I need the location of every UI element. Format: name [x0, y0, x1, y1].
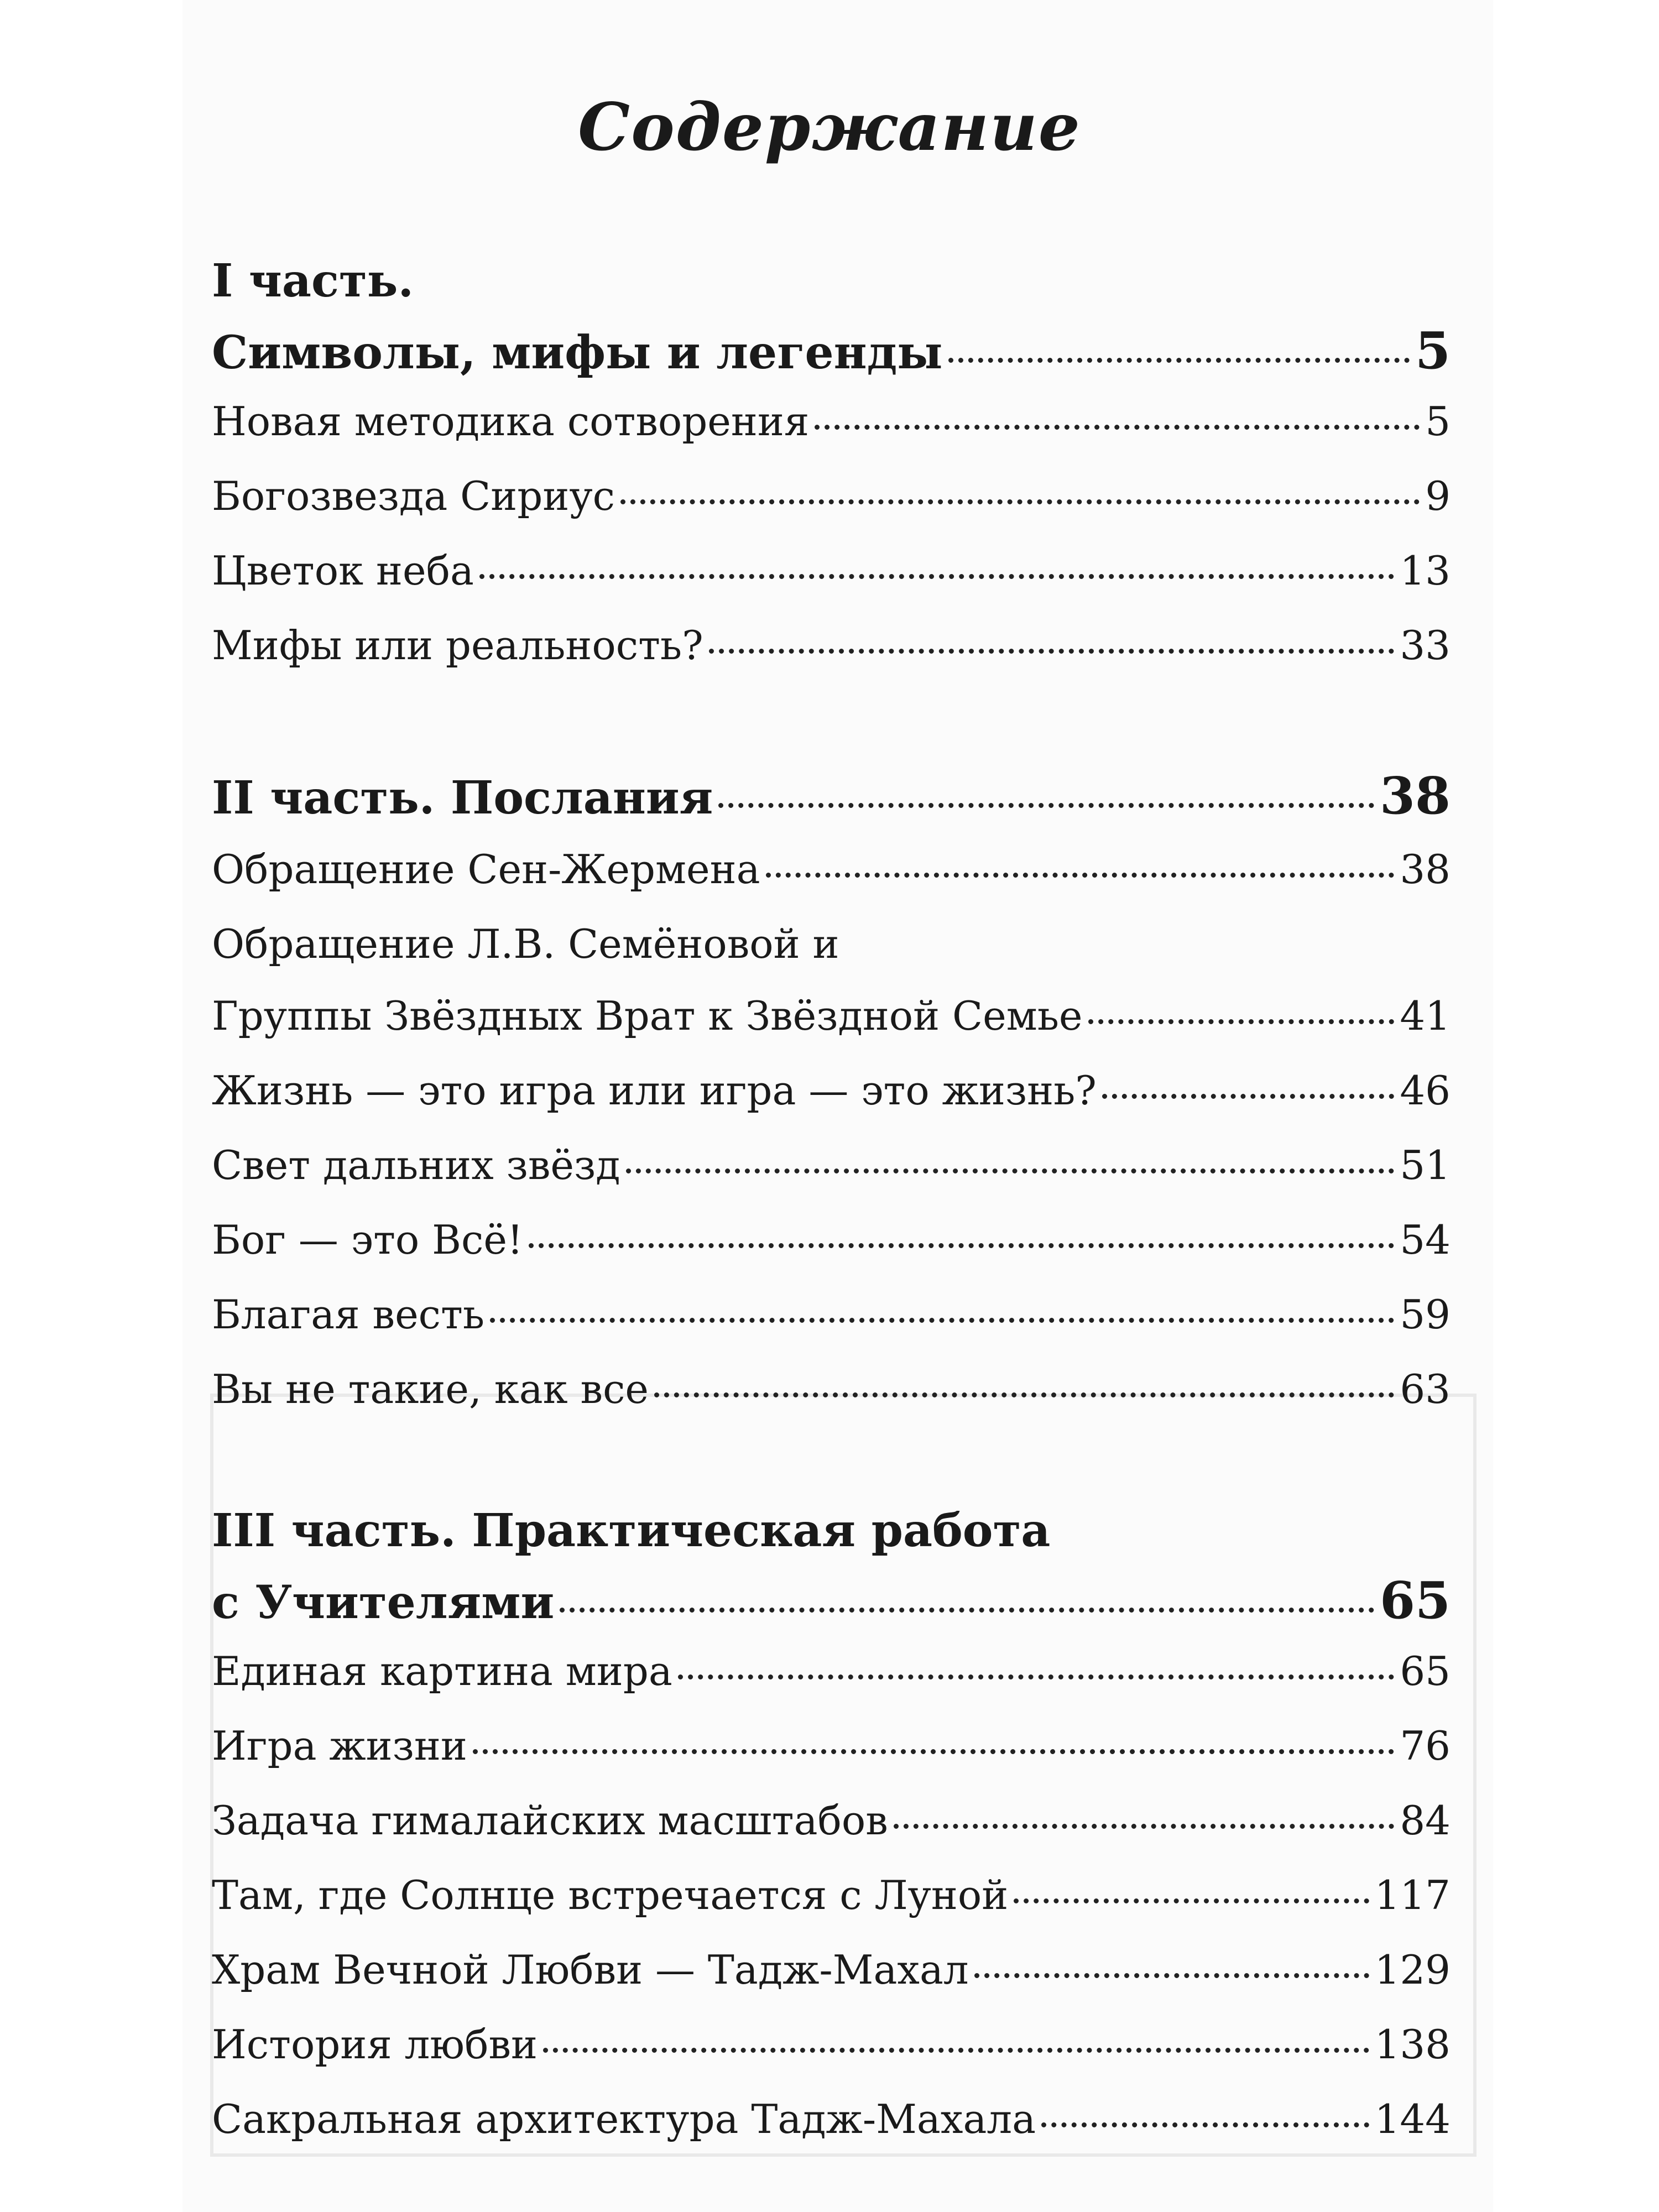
entry-page-number: 63: [1400, 1366, 1451, 1412]
dot-leader: [766, 873, 1395, 878]
entry-page-number: 9: [1425, 473, 1451, 519]
part-3-page-number: 65: [1379, 1571, 1451, 1630]
toc-entry[interactable]: [212, 1872, 1451, 1927]
entry-page-number: 54: [1400, 1217, 1451, 1263]
dot-leader: [974, 1973, 1369, 1978]
dot-leader: [948, 358, 1410, 363]
entry-title: Задача гималайских масштабов: [212, 1797, 888, 1844]
entry-page-number: 46: [1400, 1067, 1451, 1114]
dot-leader: [626, 1168, 1395, 1173]
dot-leader: [815, 425, 1420, 430]
toc-entry[interactable]: [212, 547, 1451, 603]
toc-entry[interactable]: [212, 1648, 1451, 1703]
entry-page-number: 51: [1400, 1142, 1451, 1188]
dot-leader: [718, 803, 1374, 808]
part-1-title-line1: I часть.: [212, 254, 414, 307]
dot-leader: [479, 574, 1395, 579]
toc-entry[interactable]: [212, 1947, 1451, 2002]
entry-title: Группы Звёздных Врат к Звёздной Семье: [212, 993, 1083, 1039]
entry-title: Там, где Солнце встречается с Луной: [212, 1872, 1009, 1918]
dot-leader: [1088, 1019, 1395, 1024]
toc-entry[interactable]: [212, 1217, 1451, 1272]
part-1-title: Символы, мифы и легенды: [212, 326, 943, 379]
toc-entry[interactable]: [212, 2096, 1451, 2151]
entry-title: Новая методика сотворения: [212, 398, 810, 445]
dot-leader: [654, 1392, 1394, 1397]
dot-leader: [1041, 2122, 1369, 2127]
entry-title: Благая весть: [212, 1291, 485, 1338]
toc-entry-line1: [212, 921, 1451, 976]
toc-entry[interactable]: [212, 473, 1451, 528]
dot-leader: [473, 1749, 1394, 1754]
entry-title: История любви: [212, 2021, 538, 2068]
dot-leader: [529, 1243, 1394, 1248]
entry-title: Обращение Сен-Жермена: [212, 846, 760, 893]
entry-page-number: 33: [1400, 622, 1451, 669]
page-title: Содержание: [578, 88, 1081, 165]
entry-page-number: 59: [1400, 1291, 1451, 1338]
entry-title-line1: Обращение Л.В. Семёновой и: [212, 921, 839, 967]
toc-entry[interactable]: [212, 846, 1451, 901]
entry-title: Жизнь — это игра или игра — это жизнь?: [212, 1067, 1097, 1114]
entry-title: Богозвезда Сириус: [212, 473, 615, 519]
entry-page-number: 13: [1400, 547, 1451, 594]
dot-leader: [894, 1824, 1395, 1829]
entry-page-number: 41: [1400, 993, 1451, 1039]
entry-title: Свет дальних звёзд: [212, 1142, 620, 1188]
dot-leader: [678, 1674, 1395, 1679]
part-2-heading[interactable]: [212, 766, 1451, 827]
part-3-heading-line1: [212, 1504, 1451, 1565]
toc-entry[interactable]: [212, 622, 1451, 677]
entry-title: Бог — это Всё!: [212, 1217, 523, 1263]
toc-entry[interactable]: [212, 1366, 1451, 1421]
entry-page-number: 76: [1400, 1723, 1451, 1769]
toc-entry[interactable]: [212, 1291, 1451, 1347]
dot-leader: [620, 499, 1420, 504]
part-3-heading[interactable]: [212, 1571, 1451, 1631]
dot-leader: [709, 649, 1395, 654]
entry-page-number: 129: [1374, 1947, 1451, 1993]
entry-title: Единая картина мира: [212, 1648, 672, 1694]
part-3-title-line1: III часть. Практическая работа: [212, 1504, 1051, 1557]
entry-title: Игра жизни: [212, 1723, 467, 1769]
dot-leader: [560, 1608, 1374, 1613]
entry-page-number: 65: [1400, 1648, 1451, 1694]
part-3-title: с Учителями: [212, 1576, 555, 1629]
entry-page-number: 144: [1374, 2096, 1451, 2142]
entry-title: Вы не такие, как все: [212, 1366, 649, 1412]
dot-leader: [1102, 1094, 1394, 1099]
part-1-heading-line1: [212, 254, 1451, 315]
part-2-page-number: 38: [1379, 766, 1451, 826]
part-1-heading[interactable]: [212, 321, 1451, 382]
entry-title: Храм Вечной Любви — Тадж-Махал: [212, 1947, 969, 1993]
dot-leader: [490, 1318, 1394, 1323]
entry-title: Мифы или реальность?: [212, 622, 703, 669]
dot-leader: [543, 2048, 1369, 2053]
toc-entry[interactable]: [212, 1723, 1451, 1778]
toc-entry[interactable]: [212, 1142, 1451, 1197]
entry-page-number: 38: [1400, 846, 1451, 893]
toc-entry[interactable]: [212, 398, 1451, 453]
entry-page-number: 5: [1425, 398, 1451, 445]
part-2-title: II часть. Послания: [212, 771, 713, 825]
toc-entry[interactable]: [212, 993, 1451, 1048]
toc-entry[interactable]: [212, 1797, 1451, 1853]
entry-title: Цветок неба: [212, 547, 474, 594]
entry-page-number: 138: [1374, 2021, 1451, 2068]
part-1-page-number: 5: [1415, 321, 1451, 380]
dot-leader: [1014, 1898, 1369, 1903]
entry-page-number: 84: [1400, 1797, 1451, 1844]
entry-title: Сакральная архитектура Тадж-Махала: [212, 2096, 1036, 2142]
toc-entry[interactable]: [212, 1067, 1451, 1123]
toc-entry[interactable]: [212, 2021, 1451, 2077]
entry-page-number: 117: [1374, 1872, 1451, 1918]
